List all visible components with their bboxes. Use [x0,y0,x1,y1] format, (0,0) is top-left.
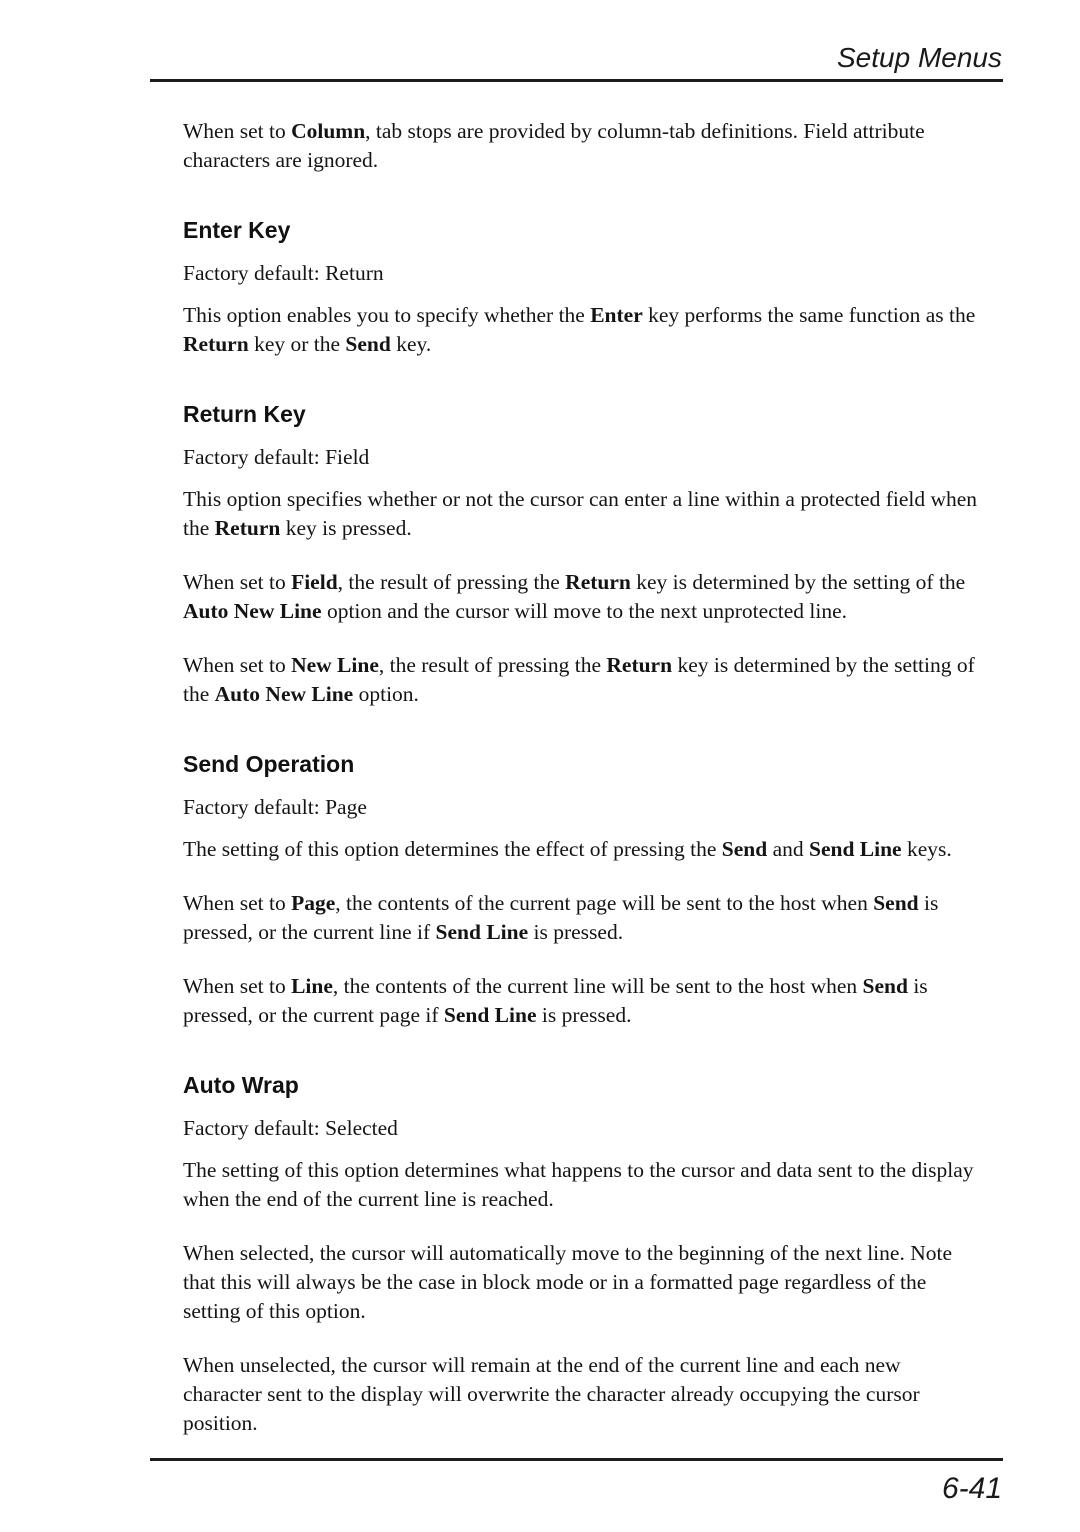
text-run: keys. [901,837,952,861]
bold-term: Send Line [808,837,902,861]
text-run: is pressed, or the current page if [183,974,928,1027]
text-run: , tab stops are provided by column-tab definitions. Field attribute characters are ignored. [183,119,925,172]
section-heading: Return Key [183,401,306,427]
text-run: key performs the same function as the [642,303,976,327]
text-run: key. [390,332,432,356]
body-paragraph [183,972,983,1030]
bold-term: Send Line [443,1003,537,1027]
text-run: When set to [183,653,292,677]
bold-term: Line [291,974,333,998]
body-paragraph [183,301,983,359]
body-paragraph [183,889,983,947]
text-run: key or the [248,332,346,356]
text-run: , the contents of the current page will be sent to the host when [335,891,874,915]
section-heading: Send Operation [183,751,355,777]
text-run: option. [353,682,419,706]
body-paragraph [183,1351,983,1438]
bold-term: Send [873,891,919,915]
text-run: key is determined by the setting of the [630,570,966,594]
bold-term: Field [291,570,338,594]
text-run: The setting of this option determines what happens to the cursor and data sent to the display when the end of the current line is reached. [183,1158,974,1211]
bold-term: Send [721,837,768,861]
bold-term: Return [183,332,249,356]
text-run: The setting of this option determines the effect of pressing the [183,837,722,861]
bold-term: Enter [590,303,643,327]
bold-term: Auto New Line [214,682,354,706]
body-paragraph [183,117,983,175]
factory-default-line: Factory default: Selected [183,1116,398,1140]
text-run: is pressed. [536,1003,632,1027]
bold-term: Auto New Line [183,599,322,623]
bold-term: Return [565,570,631,594]
bold-term: Send [345,332,391,356]
bold-term: Return [214,516,281,540]
factory-default-line: Factory default: Page [183,795,367,819]
text-run: is pressed, or the current line if [183,891,939,944]
text-run: is pressed. [528,920,624,944]
body-paragraph [183,568,983,626]
bold-term: Send [862,974,908,998]
text-run: , the contents of the current line will be sent to the host when [332,974,863,998]
body-paragraph [183,485,983,543]
body-paragraph [183,651,983,709]
page-number: 6-41 [941,1472,1002,1505]
text-run: When set to [183,974,292,998]
text-run: When unselected, the cursor will remain at the end of the current line and each new character sent to the display will overwrite the character already occupying the cursor position. [183,1353,920,1435]
text-run: key is determined by the setting of the [183,653,975,706]
text-run: option and the cursor will move to the next unprotected line. [321,599,847,623]
section-heading: Auto Wrap [183,1072,299,1098]
text-run: key is pressed. [280,516,412,540]
text-run: When selected, the cursor will automatically move to the beginning of the next line. Note that this will always be the case in block mode or in a formatted page regardless of the setting of this option. [183,1241,952,1323]
text-run: This option specifies whether or not the cursor can enter a line within a protected field when the [183,487,978,540]
body-paragraph [183,835,983,864]
factory-default-line: Factory default: Return [183,261,384,285]
bold-term: Column [291,119,366,143]
text-run: This option enables you to specify whether the [183,303,591,327]
text-run: and [767,837,809,861]
bold-term: New Line [291,653,379,677]
text-run: , the result of pressing the [337,570,566,594]
section-heading: Enter Key [183,217,291,243]
body-paragraph [183,1239,983,1326]
bold-term: Return [606,653,673,677]
document-body [183,117,983,1463]
header-rule [150,79,1003,82]
footer-rule [150,1458,1003,1461]
factory-default-line: Factory default: Field [183,445,370,469]
text-run: When set to [183,891,292,915]
bold-term: Page [291,891,336,915]
bold-term: Send Line [435,920,529,944]
text-run: When set to [183,570,292,594]
text-run: , the result of pressing the [378,653,607,677]
body-paragraph [183,1156,983,1214]
running-header-title: Setup Menus [837,42,1002,73]
text-run: When set to [183,119,292,143]
